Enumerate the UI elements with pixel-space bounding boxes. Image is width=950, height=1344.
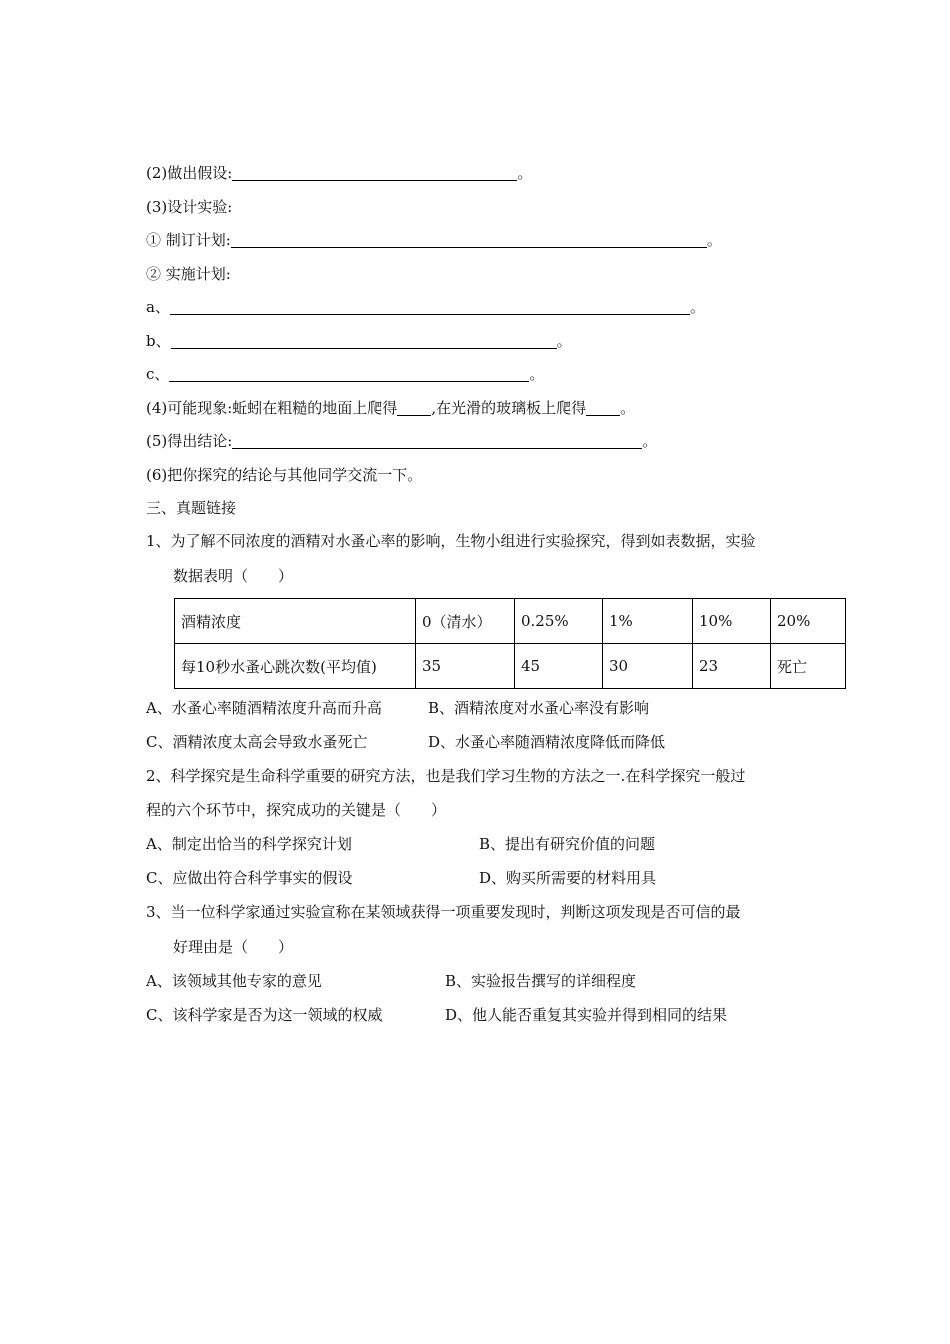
step-a-label: a、	[146, 298, 170, 316]
q1-stem-line1: 1、为了解不同浓度的酒精对水蚤心率的影响，生物小组进行实验探究，得到如表数据，实验	[146, 532, 756, 550]
table-row	[175, 644, 846, 689]
punct: 。	[642, 432, 658, 450]
hypothesis-line	[146, 163, 532, 183]
table-cell: 每10秒水蚤心跳次数(平均值)	[175, 644, 416, 689]
step-b-blank[interactable]	[171, 332, 557, 349]
q1-option-b[interactable]: B、酒精浓度对水蚤心率没有影响	[428, 699, 650, 717]
section-heading: 三、真题链接	[146, 499, 237, 517]
share-line: (6)把你探究的结论与其他同学交流一下。	[146, 466, 423, 484]
table-cell: 30	[603, 644, 693, 689]
table-cell: 酒精浓度	[175, 599, 416, 644]
q3-stem-line2: 好理由是（ ）	[173, 938, 294, 956]
plan-label: ① 制订计划:	[146, 231, 231, 249]
data-table	[174, 598, 846, 689]
q2-option-c[interactable]: C、应做出符合科学事实的假设	[146, 869, 353, 887]
phenomenon-blank-smooth[interactable]	[586, 399, 620, 416]
punct: 。	[556, 332, 572, 350]
table-cell: 10%	[693, 599, 771, 644]
phenomenon-line	[146, 398, 635, 418]
step-a-blank[interactable]	[170, 298, 690, 315]
q2-stem-line2: 程的六个环节中，探究成功的关键是（ ）	[146, 801, 447, 819]
table-cell: 20%	[771, 599, 846, 644]
q3-stem-line1: 3、当一位科学家通过实验宣称在某领域获得一项重要发现时，判断这项发现是否可信的最	[146, 903, 741, 921]
plan-line	[146, 230, 722, 250]
punct: 。	[689, 298, 705, 316]
step-a-line	[146, 297, 705, 317]
step-b-line	[146, 331, 572, 351]
q3-option-a[interactable]: A、该领域其他专家的意见	[146, 972, 322, 990]
plan-blank[interactable]	[231, 231, 707, 248]
q2-option-d[interactable]: D、购买所需要的材料用具	[479, 869, 657, 887]
q1-option-d[interactable]: D、水蚤心率随酒精浓度降低而降低	[428, 733, 666, 751]
q3-option-b[interactable]: B、实验报告撰写的详细程度	[445, 972, 637, 990]
table-cell: 45	[515, 644, 603, 689]
step-c-blank[interactable]	[169, 365, 529, 382]
table-row	[175, 599, 846, 644]
phenomenon-blank-rough[interactable]	[397, 399, 431, 416]
conclusion-blank[interactable]	[232, 432, 642, 449]
punct: 。	[517, 164, 533, 182]
punct: 。	[706, 231, 722, 249]
table-cell: 35	[416, 644, 515, 689]
step-b-label: b、	[146, 332, 171, 350]
hypothesis-blank[interactable]	[232, 164, 517, 181]
step-c-label: c、	[146, 365, 170, 383]
q2-option-a[interactable]: A、制定出恰当的科学探究计划	[146, 835, 352, 853]
table-cell: 0.25%	[515, 599, 603, 644]
implement-label: ② 实施计划:	[146, 265, 231, 283]
phenomenon-prefix: (4)可能现象:蚯蚓在粗糙的地面上爬得	[146, 399, 398, 417]
table-cell: 1%	[603, 599, 693, 644]
q1-stem-line2: 数据表明（ ）	[173, 567, 294, 585]
phenomenon-mid: ,在光滑的玻璃板上爬得	[431, 399, 587, 417]
step-c-line	[146, 364, 544, 384]
punct: 。	[620, 399, 636, 417]
table-cell: 23	[693, 644, 771, 689]
table-cell: 死亡	[771, 644, 846, 689]
hypothesis-label: (2)做出假设:	[146, 164, 233, 182]
q1-option-c[interactable]: C、酒精浓度太高会导致水蚤死亡	[146, 733, 368, 751]
table-cell: 0（清水）	[416, 599, 515, 644]
q2-option-b[interactable]: B、提出有研究价值的问题	[479, 835, 656, 853]
conclusion-label: (5)得出结论:	[146, 432, 233, 450]
q3-option-d[interactable]: D、他人能否重复其实验并得到相同的结果	[445, 1006, 728, 1024]
conclusion-line	[146, 431, 657, 451]
punct: 。	[529, 365, 545, 383]
design-label: (3)设计实验:	[146, 198, 233, 216]
q2-stem-line1: 2、科学探究是生命科学重要的研究方法，也是我们学习生物的方法之一.在科学探究一般过	[146, 767, 746, 785]
q1-option-a[interactable]: A、水蚤心率随酒精浓度升高而升高	[146, 699, 382, 717]
q3-option-c[interactable]: C、该科学家是否为这一领域的权威	[146, 1006, 383, 1024]
